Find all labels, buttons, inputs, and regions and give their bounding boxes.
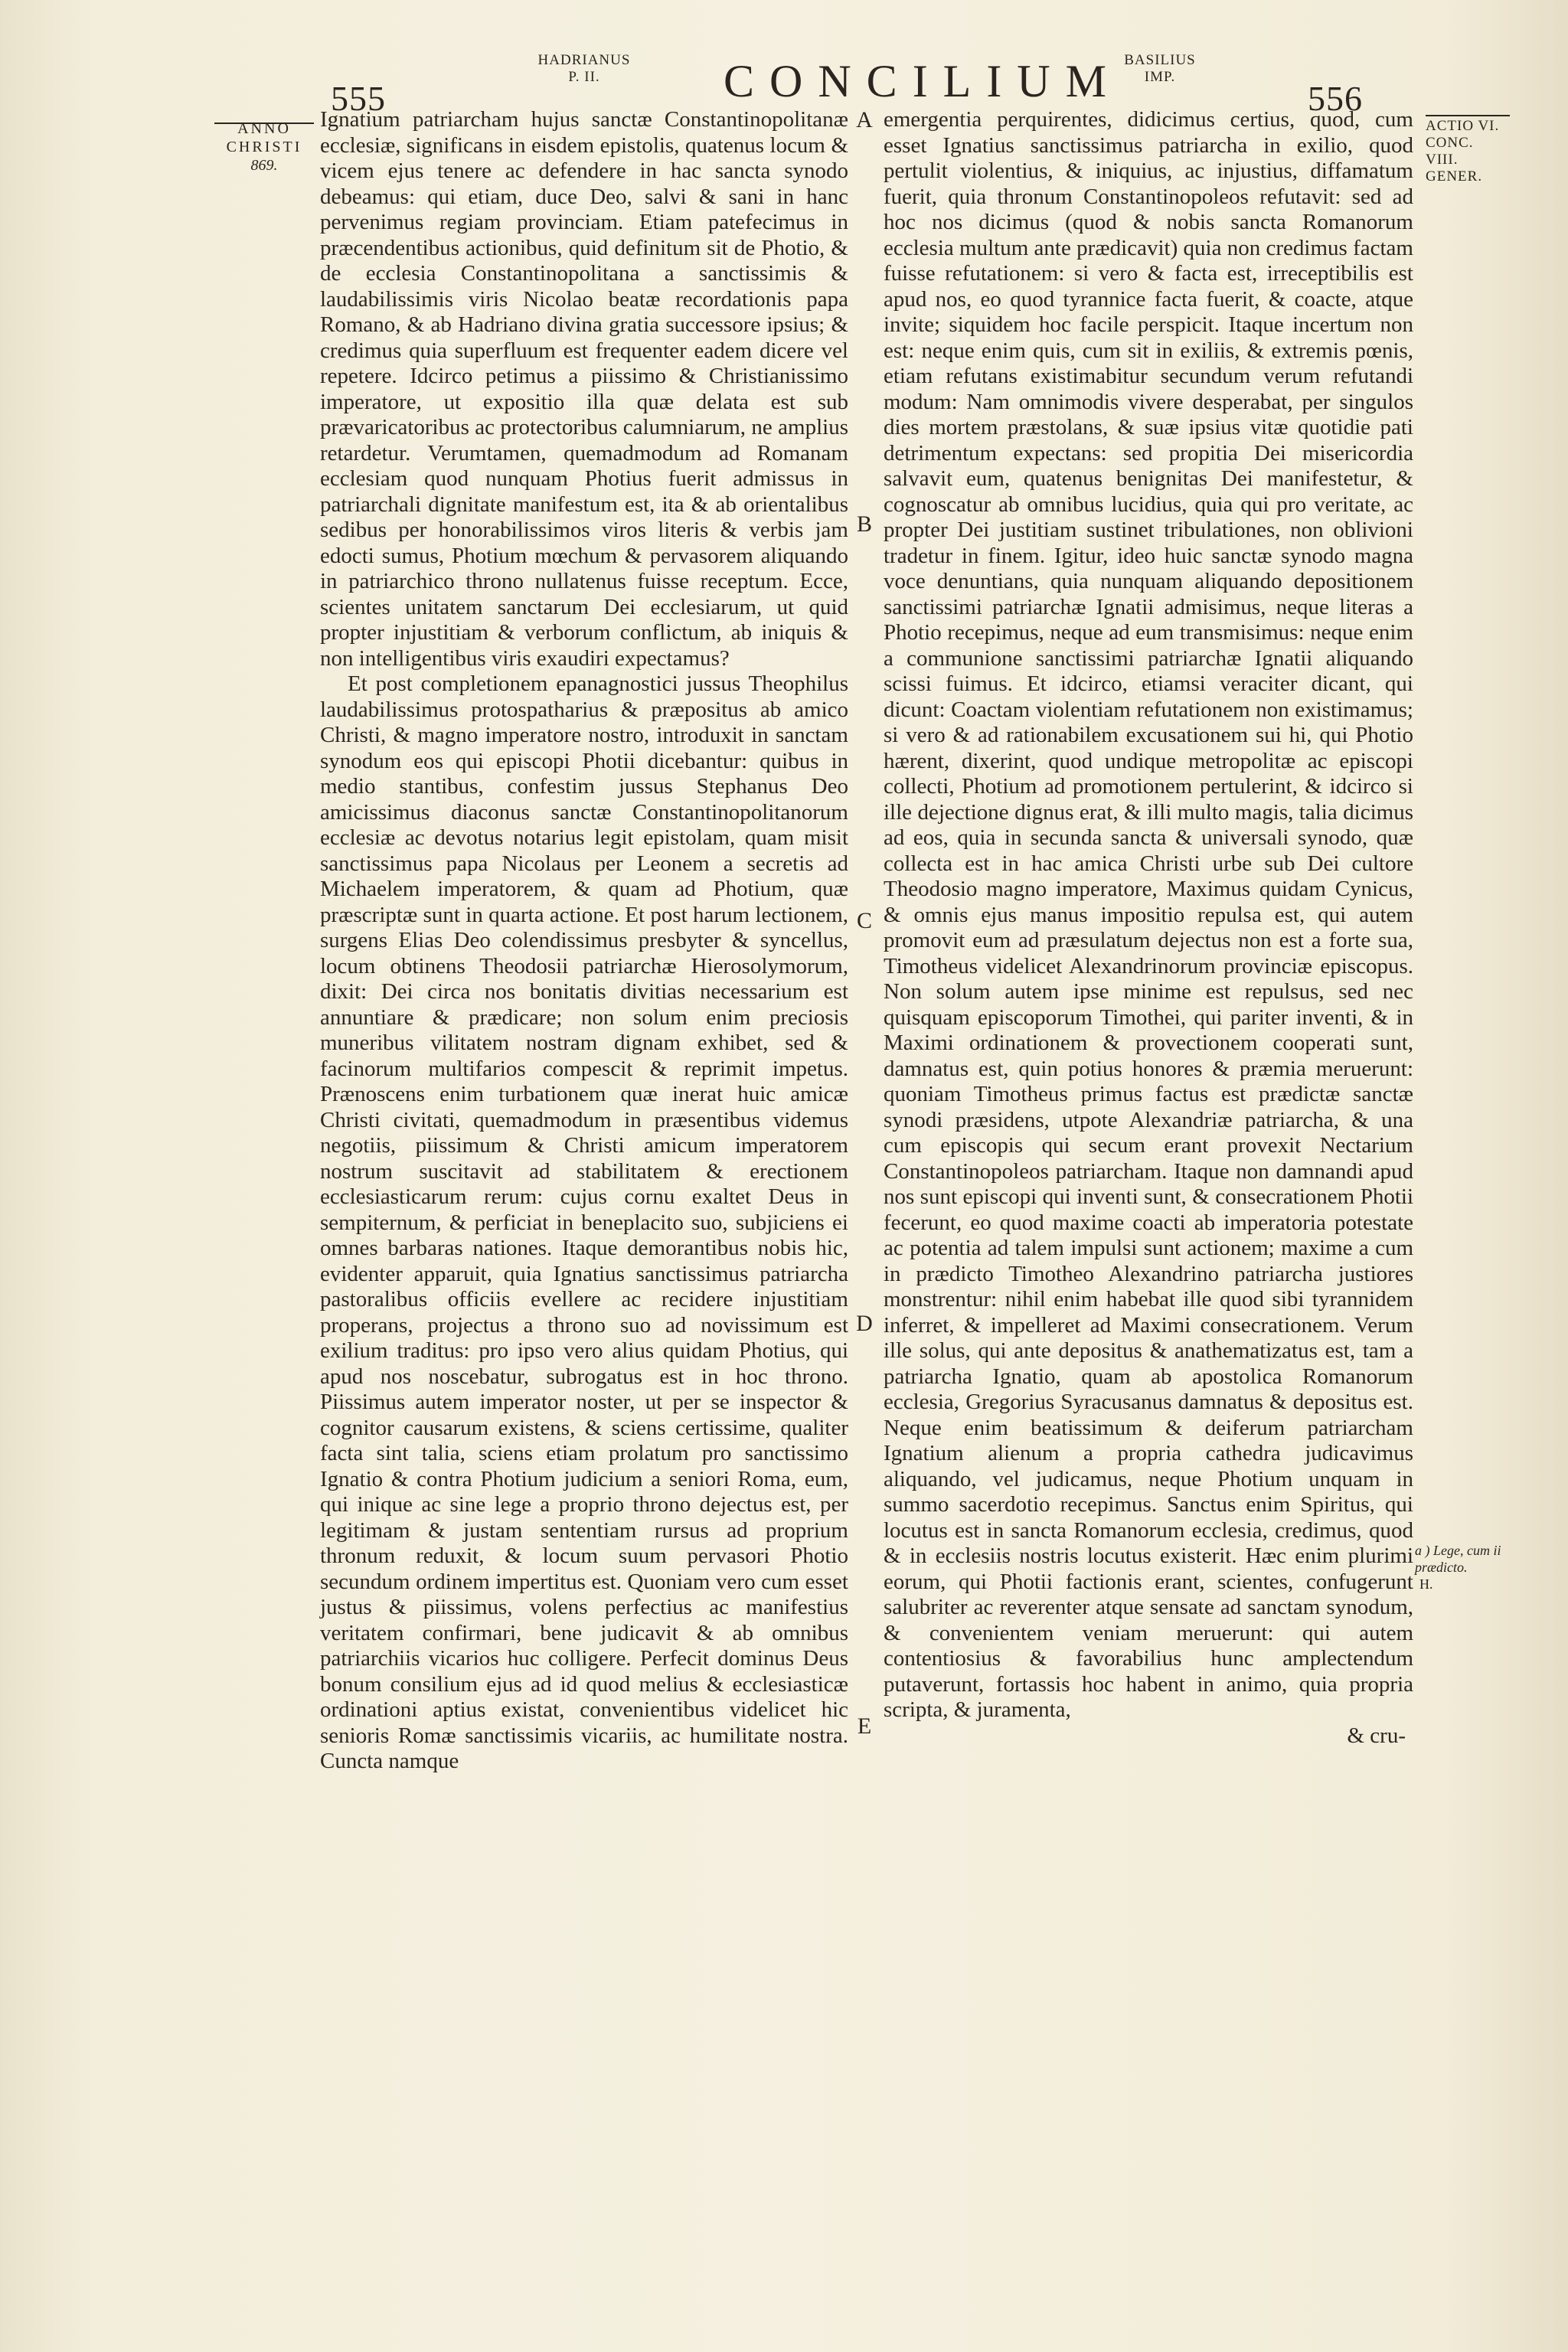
paragraph: Et post completionem epanagnostici jussus Theophilus laudabilissimus protospatharius & præpositus ab amico Christi, & magno imperatore nostro, introduxit in sanctam synodum eos qui episcopi Photii dicebantur: quibus in medio stantibus, confestim jussus Stephanus Deo amicissimus diaconus sanctæ Constantinopolitanorum ecclesiæ ac devotus notarius legit epistolam, quam misit sanctissimus papa Nicolaus per Leonem a secretis ad Michaelem imperatorem, & quam ad Photium, quæ præscriptæ sunt in quarta actione. Et post harum lectionem, surgens Elias Deo colendissimus presbyter & syncellus, locum obtinens Theodosii patriarchæ Hierosolymorum, dixit: Dei circa nos bonitatis divitias necessarium est annuntiare & prædicare; non solum enim preciosis muneribus vilitatem nostram dignam exhibet, sed & facinorum multifarios compescit & reprimit impetus. Prænoscens enim turbationem quæ inerat huic amicæ Christi civitati, quemadmodum in præsentibus videmus negotiis, piissimum & Christi amicum imperatorem nostrum suscitavit ad stabilitatem & erectionem ecclesiasticarum rerum: cujus cornu exaltet Deus in sempiternum, & perficiat in beneplacito suo, subjiciens ei omnes barbaras nationes. Itaque demorantibus nobis hic, evidenter apparuit, quia Ignatius sanctissimus patriarcha pastoralibus officiis evellere ac recidere injustitiam properans, projectus a throno suo ad novissimum est exilium traditus: pro ipso vero alius quidam Photius, qui apud nos noscebatur, subrogatus est in hoc throno. Piissimus autem imperator noster, ut per se inspector & cognitor causarum existens, & sciens certissime, qualiter facta sint talia, sciens etiam prolatum pro sanctissimo Ignatio & contra Photium judicium a seniori Roma, eum, qui inique ac sine lege a proprio throno dejectus est, per legitimam & justam sententiam rursus ad proprium thronum reduxit, & locum suum pervasori Photio secundum ordinem impertitus est. Quoniam vero cum esset justus & piissimus, volens perfectius ac manifestius veritatem confirmari, bene judicavit & ab omnibus patriarchiis vicarios huc colligere. Perfecit dominus Deus bonum consilium ejus ad id quod melius & ecclesiasticæ ordinationi aptius existat, convenientibus videlicet hic senioris Romæ sanctissimis vicariis, ac humilitate nostra. Cuncta namque [320,671,848,1773]
margin-year: 869. [250,157,278,174]
paragraph: Ignatium patriarcham hujus sanctæ Constantinopolitanæ ecclesiæ, significans in eisdem epistolis, quatenus locum & vicem ejus tenere ac defendere in hac sancta synodo debeamus: qui etiam, duce Deo, salvi & sani in hanc pervenimus regiam provinciam. Etiam patefecimus in præcendentibus actionibus, quid definitum sit de Photio, & de ecclesia Constantinopolitana a sanctissimis & laudabilissimis viris Nicolao beatæ recordationis papa Romano, & ab Hadriano divina gratia successore ipsius; & credimus quia superfluum est frequenter eadem dicere vel repetere. Idcirco petimus a piissimo & Christianissimo imperatore, ut expositio illa quæ delata est sub prævaricatoribus ac protectoribus calumniarum, ne amplius retardetur. Verumtamen, quemadmodum ad Romanam ecclesiam quod nunquam Photius fuerit admissus in patriarchali dignitate manifestum est, ita & ab orientalibus sedibus per honorabilissimos viros literis & verbis jam edocti sumus, Photium mœchum & pervasorem aliquando in patriarchico throno nullatenus fuisse receptum. Ecce, scientes unitatem sanctarum Dei ecclesiarum, ut quid propter injustitiam & verborum conflictum, ab iniquis & non intelligentibus viris exaudiri expectamus? [320,107,848,671]
margin-anno: ANNO [237,120,291,137]
running-head-left: HADRIANUS P. II. [537,52,631,85]
margin-actio: ACTIO VI. [1426,115,1510,135]
page-number-left: 555 [331,79,386,118]
margin-actio-note [1426,115,1510,185]
section-letter-c: C [856,908,872,933]
text-column-left [320,107,848,1775]
running-head [0,46,1568,118]
paragraph: emergentia perquirentes, didicimus certius, quod, cum esset Ignatius sanctissimus patriarcha in exilio, quod pertulit violentius, & iniquius, ac injustius, diffamatum fuerit, quia thronum Constantinopoleos refutavit: sed ad hoc nos dicimus (quod & nobis sancta Romanorum ecclesia multum ante prædicavit) quia non credimus factam fuisse refutationem: si vero & facta est, irreceptibilis est apud nos, eo quod tyrannice facta fuerit, & coacte, atque invite; siquidem hoc facile perspicit. Itaque incertum non est: neque enim quis, cum sit in exiliis, & extremis pœnis, etiam refutans existimabitur secundum verum refutandi modum: Nam omnimodis vivere desperabat, per singulos dies mortem præstolans, & suæ ipsius vitæ quotidie pati detrimentum expectans: sed propitia Dei misericordia salvavit eum, quatenus benignitas Dei manifestetur, & cognoscatur ab omnibus lucidius, quia qui pro veritate, ac propter Dei justitiam sustinet tribulationes, non oblivioni tradetur in finem. Igitur, ideo huic sanctæ synodo magna voce denuntians, quia nunquam aliquando depositionem sanctissimi patriarchæ Ignatii admisimus, neque literas a Photio recepimus, neque ad eum transmisimus: neque enim a communione sanctissimi patriarchæ Ignatii aliquando scissi fuimus. Et idcirco, etiamsi veraciter dicant, qui dicunt: Coactam violentiam refutationem non existimamus; si vero & ad rationabilem excusationem sui hi, qui Photio hærent, dixerint, quod undique metropolitæ ac episcopi collecti, Photium ad promotionem pertulerint, & idcirco si ille dejectione dignus erat, & illi multo magis, talia dicimus ad eos, quia in secunda sancta & universali synodo, quæ collecta est in hac amica Christi urbe sub Dei cultore Theodosio magno imperatore, Maximus quidam Cynicus, & omnis ejus manus impositio repulsa est, qui autem promovit eum ad præsulatum dejectus non est a forte sua, Timotheus videlicet Alexandrinorum provinciæ episcopus. Non solum autem ipse minime est repulsus, sed nec quisquam episcoporum Timothei, qui pariter inventi, & in Maximi ordinationem & provectionem cooperati sunt, damnatus est, quin potius honores & præmia meruerunt: quoniam Timotheus primus factus est prædictæ sanctæ synodi præsidens, utpote Alexandriæ patriarcha, & una cum episcopis qui secum erant provexit Nectarium Constantinopoleos patriarcham. Itaque non damnandi apud nos sunt episcopi qui inventi sunt, & consecrationem Photii fecerunt, eo quod maxime coacti ab imperatoria potestate ac potentia ad talem impulsi sunt actionem; maxime a cum in prædicto Timotheo Alexandrino patriarcha justiores monstrentur: nihil enim habebat ille quod sibi tyrannidem inferret, & impelleret ad Maximi consecrationem. Verum ille solus, qui ante depositus & anathematizatus est, tam a patriarcha Ignatio, quam ab apostolica Romanorum ecclesia, Gregorius Syracusanus damnatus & depositus est. Neque enim beatissimum & deiferum patriarcham Ignatium alienum a propria cathedra judicavimus aliquando, vel judicamus, neque Photium unquam in summo sacerdotio recepimus. Sanctus enim Spiritus, qui locutus est in sancta Romanorum ecclesia, credimus, quod & in ecclesiis nostris locutus existerit. Hæc enim plurimi eorum, qui Photii factionis erant, scientes, confugerunt salubriter ac reverenter atque sensate ad sanctam synodum, & convenientem veniam meruerunt: qui autem contentiosius & favorabilius hunc amplectendum putaverunt, fortassis hoc habent in animo, quia propria scripta, & juramenta, [884,107,1413,1722]
section-letter-b: B [856,511,872,537]
section-letter-a: A [856,107,873,132]
margin-conc: CONC. VIII. [1426,135,1474,168]
marginal-footnote [1415,1542,1522,1592]
running-head-right: BASILIUS IMP. [1124,52,1196,85]
section-letter-d: D [856,1311,873,1336]
page-number-right: 556 [1308,79,1363,118]
page-title: CONCILIUM [724,56,1122,106]
footnote-text: Lege, cum ii prædicto. [1415,1543,1501,1575]
margin-christi: CHRISTI [226,139,302,155]
text-column-right [884,107,1413,1749]
footnote-mark: a ) [1415,1543,1433,1558]
margin-gener: GENER. [1426,168,1483,185]
footnote-h: H. [1419,1576,1433,1592]
catchword: & cru- [1347,1723,1406,1748]
section-letter-e: E [857,1713,872,1739]
margin-year-note [214,115,314,175]
